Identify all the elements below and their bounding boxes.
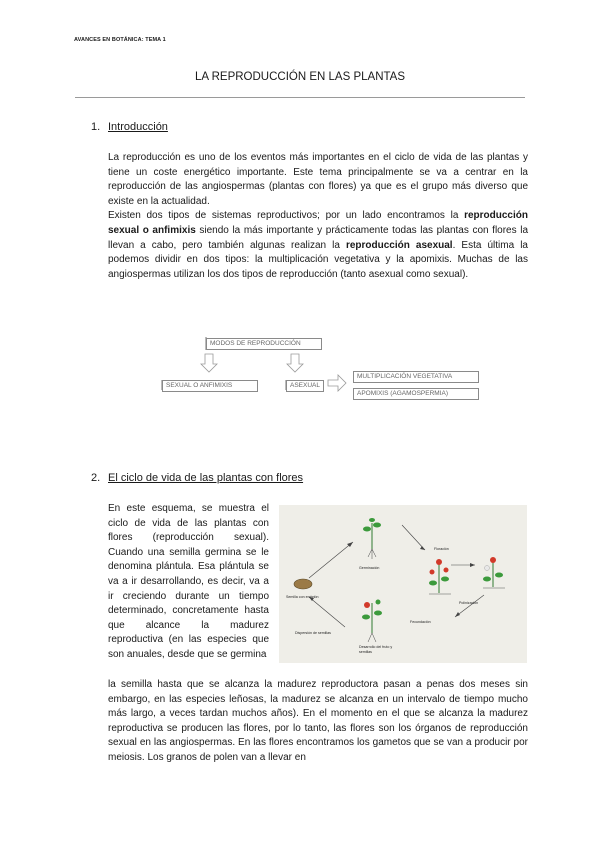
reproduction-modes-diagram (160, 334, 510, 404)
label-seed: Semilla con embrión (286, 595, 319, 599)
line-pollination-to-fecundation (455, 595, 484, 617)
fruit-plant-illustration (362, 600, 382, 643)
arrow-down-asexual (287, 354, 303, 372)
diagram-root-box: MODOS DE REPRODUCCIÓN (206, 338, 322, 350)
intro-text (108, 151, 528, 282)
pollination-plant-illustration (483, 557, 505, 588)
life-cycle-drawing (279, 505, 527, 663)
label-germination: Germinación (359, 566, 380, 570)
arrowhead-4 (455, 612, 460, 617)
flowering-plant-illustration (429, 559, 451, 594)
running-header: AVANCES EN BOTÁNICA: TEMA 1 (74, 37, 166, 43)
section-2-title: El ciclo de vida de las plantas con flores (108, 472, 304, 484)
section-1-title: Introducción (108, 121, 168, 133)
seed-illustration (294, 579, 312, 589)
label-pollination: Polinización (459, 601, 479, 605)
lifecycle-paragraph-start: En este esquema, se muestra el ciclo de vida de las plantas con flores (reproducción sexual). Cuando una semilla germina se le denomina plántula. Esa plántula se va a ir desarrollando, es decir, va a ir creciendo durante un tiempo determinado, concretamente hasta que alcance la madurez reproductiva (en las especies que son anuales, desde que se germina (108, 503, 269, 660)
line-seed-to-germination (309, 542, 353, 578)
life-cycle-figure (279, 505, 527, 663)
lifecycle-paragraph-continued: la semilla hasta que se alcanza la madurez reproductora pasan a penas dos meses sin embargo, en las especies leñosas, la madurez se alcanza en un intervalo de tiempo mucho más largo, a veces tardan muchos años). En el momento en el que se alcanza la madurez reproductiva se producen las flores, por lo tanto, las flores son los órganos de reproducción sexual en las angiospermas. En las flores encontramos los gametos que se van a producir por meiosis. Los granos de polen van a llevar en (108, 679, 528, 763)
label-seed-dispersal: Dispersión de semillas (295, 631, 331, 635)
intro-p2-part-a: Existen dos tipos de sistemas reproductivos; por un lado encontramos la (108, 210, 465, 222)
arrowhead-3 (470, 563, 475, 567)
title-divider (75, 97, 525, 98)
diagram-vegetative-box: MULTIPLICACIÓN VEGETATIVA (353, 371, 479, 383)
intro-p2-part-e: . Esta última la podemos dividir en dos tipos: la multiplicación vegetativa y la apomixis. Muchas de las angiospermas utilizan los dos tipos de reproducción (tanto asexual como sexual). (108, 239, 528, 280)
seedling-illustration (363, 518, 381, 559)
diagram-asexual-box: ASEXUAL (286, 380, 324, 392)
label-flowering: Floración (434, 547, 449, 551)
lifecycle-continued-text (108, 678, 528, 766)
intro-paragraph-1: La reproducción es uno de los eventos más importantes en el ciclo de vida de las plantas y tiene un coste energético importante. Este tema principalmente se va a centrar en la reproducción de las angiospermas (plantas con flores) ya que es el grupo más diverso que existe en la actualidad. (108, 152, 528, 207)
arrowhead-2 (420, 546, 425, 550)
intro-p2-part-c: siendo la más importante y prácticamente todas las plantas con flores la llevan a cabo, pero también algunas realizan la (108, 224, 529, 251)
line-germination-to-flowering (402, 525, 425, 550)
diagram-apomixis-box: APOMIXIS (AGAMOSPERMIA) (353, 388, 479, 400)
diagram-sexual-box: SEXUAL O ANFIMIXIS (162, 380, 258, 392)
arrow-down-sexual (201, 354, 217, 372)
line-fruit-to-seed (309, 597, 345, 627)
arrow-right-asexual (328, 375, 346, 391)
section-1-number: 1. (91, 121, 101, 133)
term-asexual-reproduction: reproducción asexual (345, 239, 453, 251)
label-fruit-development: Desarrollo del fruto y semillas (359, 645, 393, 654)
section-2-number: 2. (91, 472, 101, 484)
lifecycle-side-text (108, 502, 269, 663)
label-fecundation: Fecundación (410, 620, 431, 624)
term-sexual-reproduction: reproducción sexual o anfimixis (108, 210, 528, 236)
intro-paragraph-2 (108, 209, 528, 282)
page-title: LA REPRODUCCIÓN EN LAS PLANTAS (194, 71, 406, 83)
